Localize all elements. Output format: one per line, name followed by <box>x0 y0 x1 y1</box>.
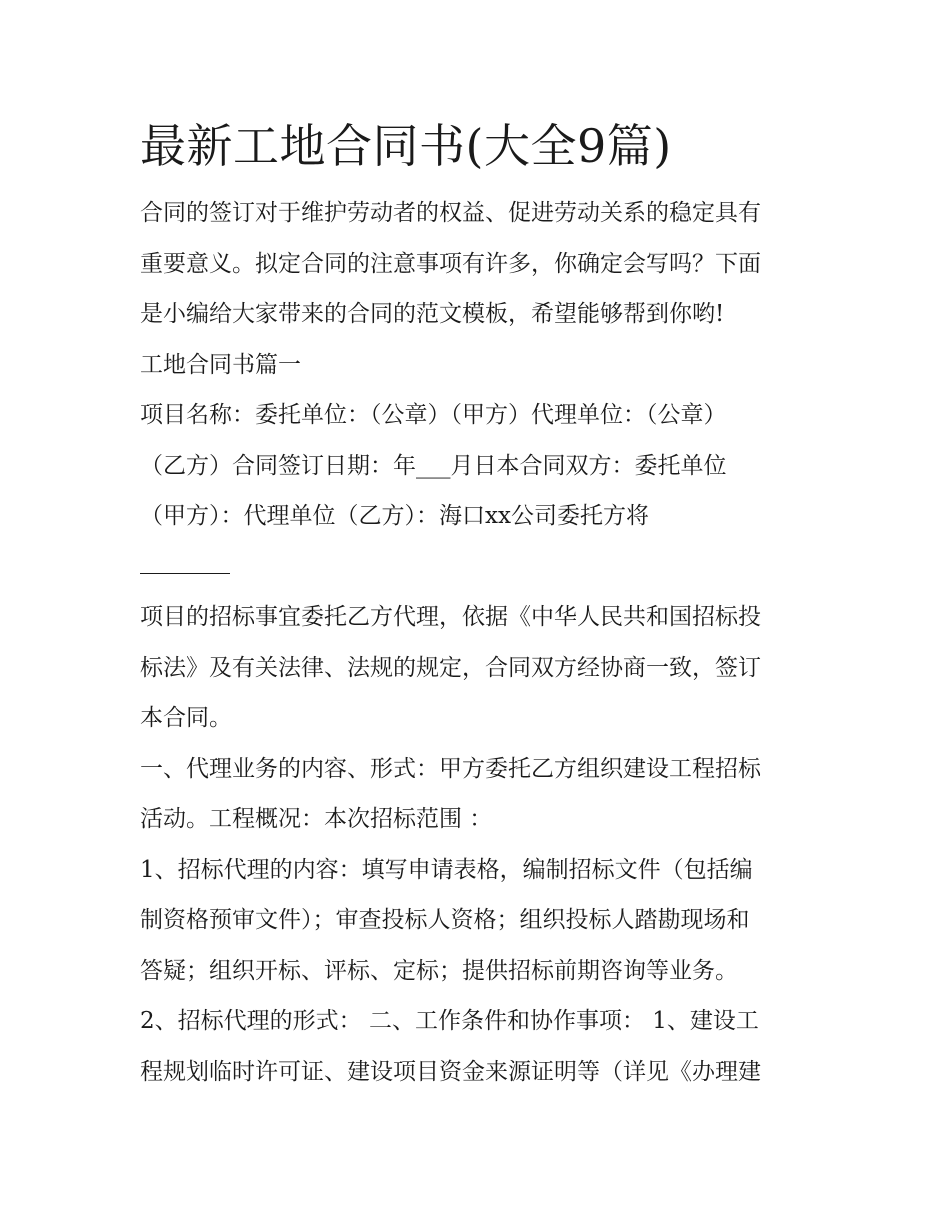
underline-blank <box>140 551 230 574</box>
blank-fill-line <box>140 542 820 593</box>
document-title: 最新工地合同书(大全9篇) <box>140 119 672 173</box>
section-heading: 工地合同书篇一 <box>140 351 301 378</box>
text-line: 重要意义。拟定合同的注意事项有许多，你确定会写吗？下面 <box>140 250 761 277</box>
text-line: 答疑；组织开标、评标、定标；提供招标前期咨询等业务。 <box>140 957 738 984</box>
text-line: 程规划临时许可证、建设项目资金来源证明等（详见《办理建 <box>140 1058 761 1085</box>
text-line: 项目的招标事宜委托乙方代理，依据《中华人民共和国招标投 <box>140 604 761 630</box>
text-line: （甲方）：代理单位（乙方）：海口xx公司委托方将 <box>140 503 649 529</box>
text-line: 项目名称：委托单位：（公章）（甲方）代理单位：（公章） <box>140 402 727 428</box>
text-line: （乙方）合同签订日期：年___月日本合同双方：委托单位 <box>140 452 727 479</box>
text-line: 制资格预审文件）；审查投标人资格；组织投标人踏勘现场和 <box>140 907 750 933</box>
text-line: 本合同。 <box>140 705 232 731</box>
text-line: 标法》及有关法律、法规的规定，合同双方经协商一致，签订 <box>140 654 761 681</box>
text-line: 一、代理业务的内容、形式：甲方委托乙方组织建设工程招标 <box>140 755 761 782</box>
text-line: 活动。工程概况：本次招标范围 ： <box>140 806 493 832</box>
text-line: 1、招标代理的内容：填写申请表格，编制招标文件（包括编 <box>140 856 753 883</box>
text-line: 是小编给大家带来的合同的范文模板，希望能够帮到你哟! <box>140 301 725 327</box>
document-page <box>140 110 820 1097</box>
text-line: 2、招标代理的形式： 二、工作条件和协作事项： 1、建设工 <box>140 1008 759 1034</box>
text-line: 合同的签订对于维护劳动者的权益、促进劳动关系的稳定具有 <box>140 200 761 226</box>
